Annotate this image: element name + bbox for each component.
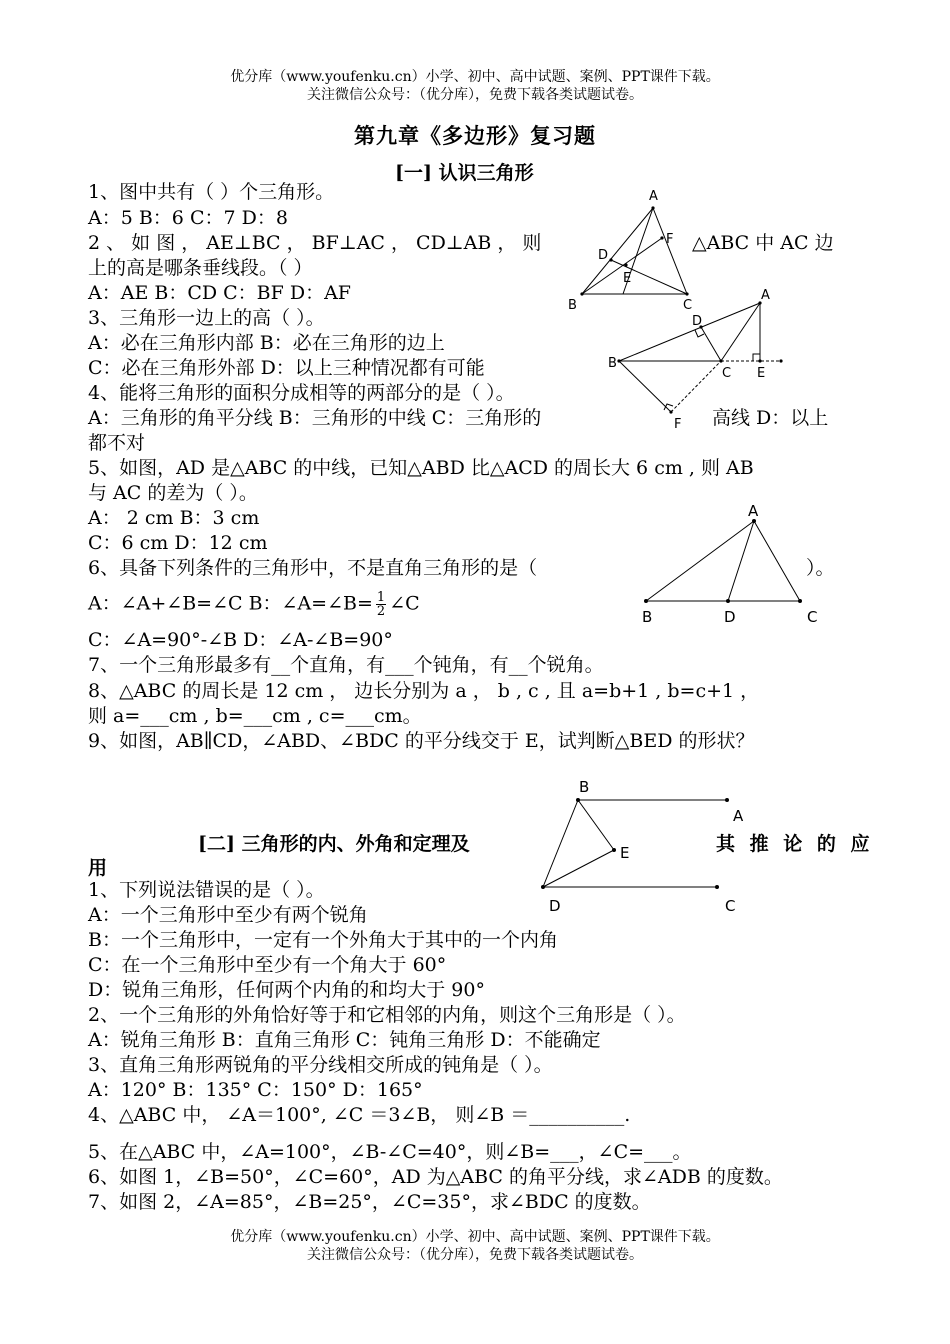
fraction-numerator: 1 bbox=[376, 590, 386, 605]
s1-q5-line2: 与 AC 的差为（ ）。 bbox=[88, 482, 258, 504]
figure-4-points bbox=[541, 798, 729, 889]
fig4-label-a: A bbox=[733, 807, 744, 825]
s1-q6-options-cd: C：∠A=90°-∠B D：∠A-∠B=90° bbox=[88, 629, 393, 651]
s1-q2-part3: 上的高是哪条垂线段。（ ） bbox=[88, 257, 313, 279]
s1-q3-options-ab: A：必在三角形内部 B：必在三角形的边上 bbox=[88, 332, 445, 354]
s2-q2: 2、一个三角形的外角恰好等于和它相邻的内角，则这个三角形是（ ）。 bbox=[88, 1004, 686, 1026]
fig2-label-d: D bbox=[692, 314, 703, 329]
s1-q8-line2: 则 a=___cm , b=___cm , c=___cm。 bbox=[88, 705, 422, 727]
figure-3-lines bbox=[646, 521, 800, 601]
s2-q7: 7、如图 2，∠A=85°，∠B=25°，∠C=35°，求∠BDC 的度数。 bbox=[88, 1191, 651, 1213]
fig3-label-c: C bbox=[807, 608, 818, 626]
figure-obtuse-triangle-altitudes bbox=[603, 286, 788, 430]
figure-triangle-median bbox=[632, 500, 832, 630]
s2-q5: 5、在△ABC 中，∠A=100°，∠B-∠C=40°，则∠B=___，∠C=___。 bbox=[88, 1141, 692, 1163]
footer-line-2: 关注微信公众号：（优分库），免费下载各类试题试卷。 bbox=[307, 1247, 643, 1263]
s2-q4: 4、△ABC 中， ∠A＝100°, ∠C ＝3∠B， 则∠B ＝__________. bbox=[88, 1104, 631, 1126]
s1-q2-part2: △ABC 中 AC 边 bbox=[692, 232, 834, 254]
s2-q2-options: A：锐角三角形 B：直角三角形 C：钝角三角形 D：不能确定 bbox=[88, 1029, 601, 1051]
figure-parallel-lines-bisectors bbox=[535, 775, 750, 915]
s1-q5: 5、如图，AD 是△ABC 的中线，已知△ABD 比△ACD 的周长大 6 cm , 则 AB bbox=[88, 457, 754, 479]
figure-3-points bbox=[644, 519, 802, 603]
fig2-label-e: E bbox=[757, 366, 766, 381]
s1-q2-part1: 2 、 如 图 ， AE⊥BC ， BF⊥AC ， CD⊥AB ， 则 bbox=[88, 232, 542, 254]
section-1-title: [一] 认识三角形 bbox=[395, 162, 534, 184]
section-2-title-wrap: 用 bbox=[88, 857, 108, 879]
s2-q6: 6、如图 1，∠B=50°，∠C=60°，AD 为△ABC 的角平分线，求∠ADB 的度数。 bbox=[88, 1166, 783, 1188]
fig1-label-d: D bbox=[598, 248, 609, 263]
s2-q3-options: A：120° B：135° C：150° D：165° bbox=[88, 1079, 423, 1101]
page-title: 第九章《多边形》复习题 bbox=[354, 123, 596, 148]
s1-q4-options-3: 都不对 bbox=[88, 432, 146, 454]
s1-q3-options-cd: C：必在三角形外部 D：以上三种情况都有可能 bbox=[88, 357, 485, 379]
fig4-label-b: B bbox=[579, 778, 590, 796]
s1-q5-options-ab: A： 2 cm B：3 cm bbox=[88, 507, 260, 529]
fig2-label-b: B bbox=[608, 356, 617, 371]
header-line-1: 优分库（www.youfenku.cn）小学、初中、高中试题、案例、PPT课件下载。 bbox=[230, 69, 720, 85]
figure-1-points bbox=[580, 206, 688, 295]
fig1-label-e: E bbox=[623, 271, 632, 286]
s1-q6-option-a: A：∠A+∠B=∠C B：∠A=∠B= bbox=[88, 592, 373, 615]
fig1-label-b: B bbox=[568, 298, 577, 311]
fig1-label-f: F bbox=[666, 232, 674, 247]
s1-q6-options-ab bbox=[88, 591, 420, 618]
s2-q1-option-d: D：锐角三角形，任何两个内角的和均大于 90° bbox=[88, 979, 485, 1001]
fig3-label-a: A bbox=[748, 502, 759, 520]
s2-q1: 1、下列说法错误的是（ ）。 bbox=[88, 879, 325, 901]
s1-q3: 3、三角形一边上的高（ ）。 bbox=[88, 307, 325, 329]
fig2-label-c: C bbox=[722, 366, 732, 381]
s1-q6: 6、具备下列条件的三角形中，不是直角三角形的是（ bbox=[88, 557, 538, 579]
fraction-one-half bbox=[376, 591, 386, 618]
s1-q7: 7、一个三角形最多有__个直角，有___个钝角，有__个锐角。 bbox=[88, 654, 604, 676]
s1-q4: 4、能将三角形的面积分成相等的两部分的是（ ）。 bbox=[88, 382, 515, 404]
fig3-label-d: D bbox=[724, 608, 736, 626]
header-line-2: 关注微信公众号：（优分库），免费下载各类试题试卷。 bbox=[307, 87, 643, 103]
fig4-label-c: C bbox=[725, 897, 736, 915]
s2-q3: 3、直角三角形两锐角的平分线相交所成的钝角是（ ）。 bbox=[88, 1054, 553, 1076]
fig2-label-f: F bbox=[674, 417, 682, 430]
s2-q1-option-a: A：一个三角形中至少有两个锐角 bbox=[88, 904, 368, 926]
s1-q1: 1、图中共有（ ）个三角形。 bbox=[88, 181, 335, 203]
section-2-title-left: [二] 三角形的内、外角和定理及 bbox=[198, 833, 470, 855]
fig1-label-a: A bbox=[649, 189, 658, 204]
s1-q2-options: A：AE B：CD C：BF D：AF bbox=[88, 282, 351, 304]
fig1-label-c: C bbox=[683, 298, 693, 311]
s1-q1-options: A：5 B：6 C：7 D：8 bbox=[88, 207, 288, 229]
s1-q5-options-cd: C：6 cm D：12 cm bbox=[88, 532, 268, 554]
s1-q4-options-1: A：三角形的角平分线 B：三角形的中线 C：三角形的 bbox=[88, 407, 542, 429]
footer-line-1: 优分库（www.youfenku.cn）小学、初中、高中试题、案例、PPT课件下载。 bbox=[230, 1229, 720, 1245]
s2-q1-option-c: C：在一个三角形中至少有一个角大于 60° bbox=[88, 954, 447, 976]
fig4-label-d: D bbox=[549, 897, 561, 915]
fraction-denominator: 2 bbox=[376, 604, 386, 619]
s1-q9: 9、如图，AB∥CD，∠ABD、∠BDC 的平分线交于 E，试判断△BED 的形状？ bbox=[88, 730, 755, 752]
s1-q6-end: ）。 bbox=[806, 557, 835, 579]
fig4-label-e: E bbox=[620, 844, 630, 862]
s1-q6-option-b-tail: ∠C bbox=[389, 592, 420, 615]
s1-q4-options-2: 高线 D：以上 bbox=[712, 407, 829, 429]
fig3-label-b: B bbox=[642, 608, 653, 626]
s2-q1-option-b: B：一个三角形中，一定有一个外角大于其中的一个内角 bbox=[88, 929, 558, 951]
section-2-title-right: 其 推 论 的 应 bbox=[716, 833, 874, 855]
figure-4-lines bbox=[543, 800, 727, 887]
s1-q8: 8、△ABC 的周长是 12 cm ， 边长分别为 a ， b , c , 且 a=b+1 , b=c+1 ， bbox=[88, 680, 760, 702]
fig2-label-a: A bbox=[761, 288, 770, 303]
